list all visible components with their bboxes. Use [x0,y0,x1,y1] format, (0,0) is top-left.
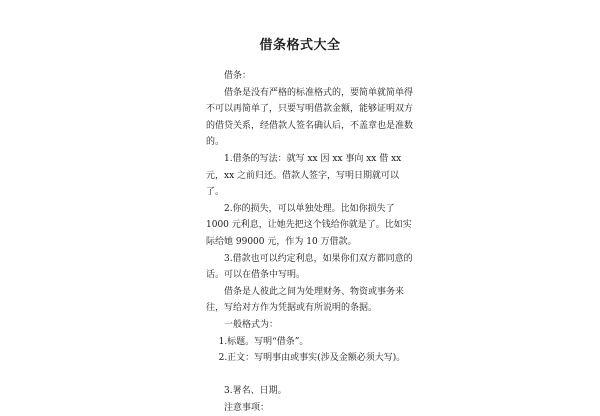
paragraph: 注意事项： [224,402,270,413]
paragraph: 2.你的损失，可以单独处理。比如你损失了 1000 元利息，让她先把这个钱给你就是了。比如实际给她 99000 元，作为 10 万借款。 [206,203,412,247]
paragraph: 3.借款也可以约定利息，如果你们双方都同意的话。可以在借条中写明。 [206,253,413,281]
document-title: 借条格式大全 [259,38,341,53]
paragraph-heading: 借条： [224,71,252,81]
paragraph: 借条是没有严格的标准格式的，要简单就简单得不可以再简单了，只要写明借款金额，能够证明双方的借贷关系，经借款人签名确认后，不盖章也是准数的。 [206,87,414,148]
list-item: 2.正文：写明事由或事实(涉及金额必须大写)。 [218,353,406,364]
list-item: 1.标题。写明“借条”。 [218,336,309,347]
paragraph: 一般格式为： [224,319,279,330]
paragraph: 1.借条的写法：就写 xx 因 xx 事向 xx 借 xx 元，xx 之前归还。借款人签字，写明日期就可以了。 [206,153,402,198]
document-body [206,68,416,416]
list-item: 3.署名、日期。 [224,386,287,397]
paragraph: 借条是人彼此之间为处理财务、物资或事务来往，写给对方作为凭据或有所说明的条据。 [206,286,405,314]
